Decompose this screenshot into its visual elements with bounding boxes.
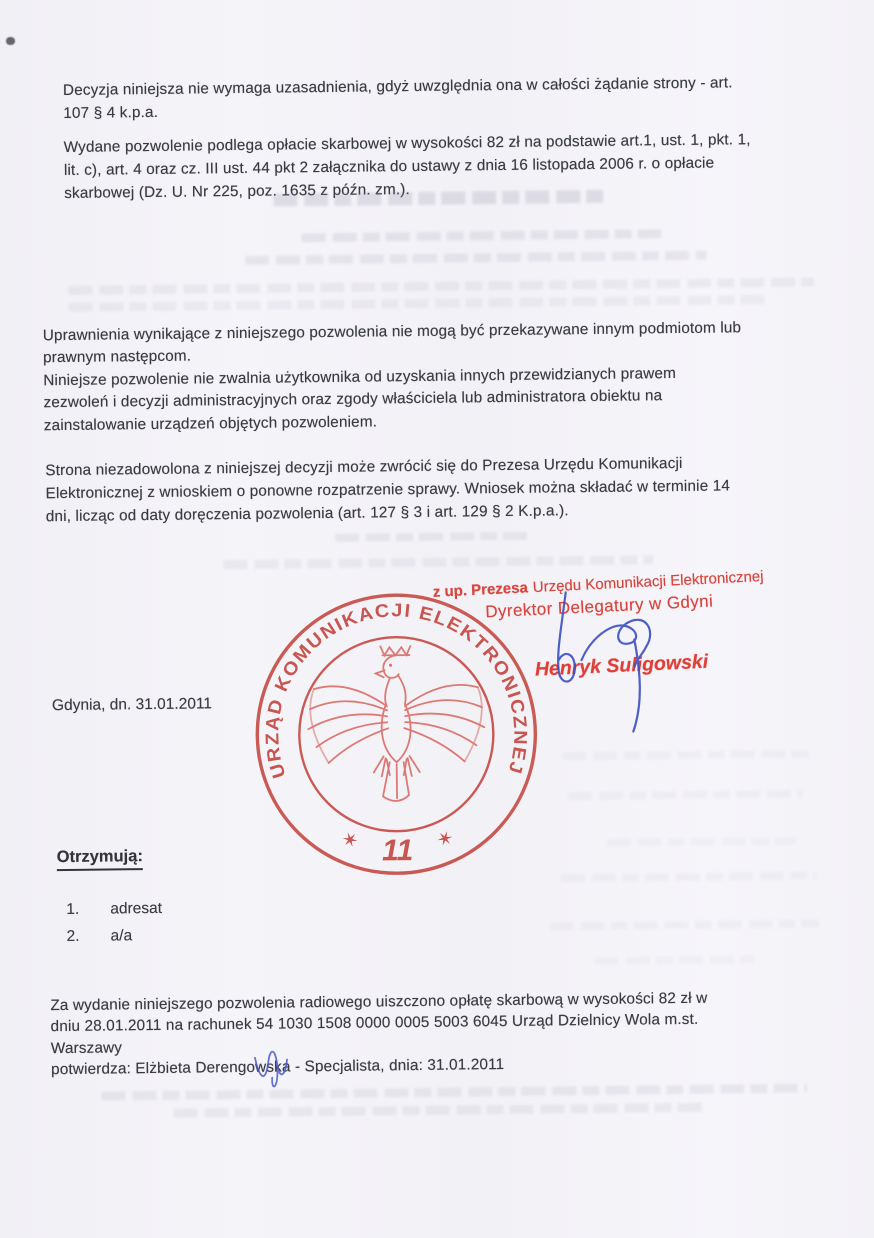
bleed-through-line: [563, 750, 813, 761]
stamp-star-right: ✶: [433, 824, 457, 853]
stamp-outer-circle: [256, 594, 537, 875]
stamp-star-left: ✶: [338, 825, 362, 854]
bleed-through-line: [595, 955, 755, 965]
bleed-through-line: [561, 871, 816, 882]
bleed-through-line: [101, 1084, 807, 1101]
paragraph-fee-basis: Wydane pozwolenie podlega opłacie skarbowej w wysokości 82 zł na podstawie art.1, ust. 1, pkt. 1, lit. c), art. 4 oraz cz. III ust. 44 pkt 2 załącznika do ustawy z dnia 16 listopada 2006 r. o opłacie skarbowej (Dz. U. Nr 225, poz. 1635 z późn. zm.).: [63, 131, 751, 202]
stamp-number: 11: [381, 834, 414, 868]
paragraph-appeal: Strona niezadowolona z niniejszej decyzji może zwrócić się do Prezesa Urzędu Komunikacji Elektronicznej z wnioskiem o ponowne rozpatrzenie sprawy. Wniosek można składać w terminie 14 dni, licząc od daty doręczenia pozwolenia (art. 127 § 3 i art. 129 § 2 K.p.a.).: [45, 454, 731, 525]
bleed-through-heading: [273, 190, 603, 207]
recipient-label: a/a: [110, 927, 133, 945]
approval-line2: Dyrektor Delegatury w Gdyni: [484, 591, 714, 622]
bleed-through-line: [245, 251, 707, 265]
signer-name: Henryk Suligowski: [534, 650, 709, 681]
recipient-item: [67, 927, 133, 946]
stamp-inner-circle: [298, 636, 494, 832]
bleed-through-line: [335, 532, 530, 542]
recipient-number: 1.: [66, 900, 80, 918]
bleed-through-line: [302, 229, 662, 242]
bleed-through-line: [549, 919, 819, 930]
recipients-heading: Otrzymują:: [57, 847, 143, 871]
bleed-through-line: [223, 555, 653, 569]
bleed-through-line: [568, 790, 803, 801]
bleed-through-line: [68, 277, 814, 294]
place-date-line: Gdynia, dn. 31.01.2011: [51, 695, 213, 715]
eagle-emblem-icon: [307, 645, 485, 802]
bleed-through-line: [607, 837, 797, 847]
recipient-label: adresat: [110, 899, 163, 918]
round-stamp: [245, 583, 548, 886]
stamp-ring-text: URZĄD KOMUNIKACJI ELEKTRONICZNEJ: [261, 599, 532, 781]
signature-scribble: [526, 581, 668, 743]
recipient-number: 2.: [66, 927, 80, 945]
bleed-through-line: [68, 295, 768, 312]
bleed-through-line: [174, 1103, 706, 1118]
approval-line1-strong: z up. Prezesa: [432, 579, 529, 601]
paragraph-payment-confirmation: Za wydanie niniejszego pozwolenia radiowego uiszczono opłatę skarbową w wysokości 82 zł w dniu 28.01.2011 na rachunek 54 1030 1508 0000 0005 5003 6045 Urząd Dzielnicy Wola m.st. Warszawy potwierdza: Elżbieta Derengowska - Specjalista, dnia: 31.01.2011: [50, 989, 708, 1079]
paragraph-no-justification: Decyzja niniejsza nie wymaga uzasadnienia, gdyż uwzględnia ona w całości żądanie strony - art. 107 § 4 k.p.a.: [62, 74, 733, 122]
recipient-item: [66, 900, 162, 919]
approval-line1-rest: Urzędu Komunikacji Elektronicznej: [532, 568, 764, 597]
paragraph-rights-transfer: Uprawnienia wynikające z niniejszego pozwolenia nie mogą być przekazywane innym podmiotom lub prawnym następcom. Niniejsze pozwolenie nie zwalnia użytkownika od uzyskania innych przewidzianych prawem zezwoleń i decyzji administracyjnych oraz zgody właściciela lub administratora obiektu na zainstalowanie urządzeń objętych pozwoleniem.: [42, 319, 742, 434]
